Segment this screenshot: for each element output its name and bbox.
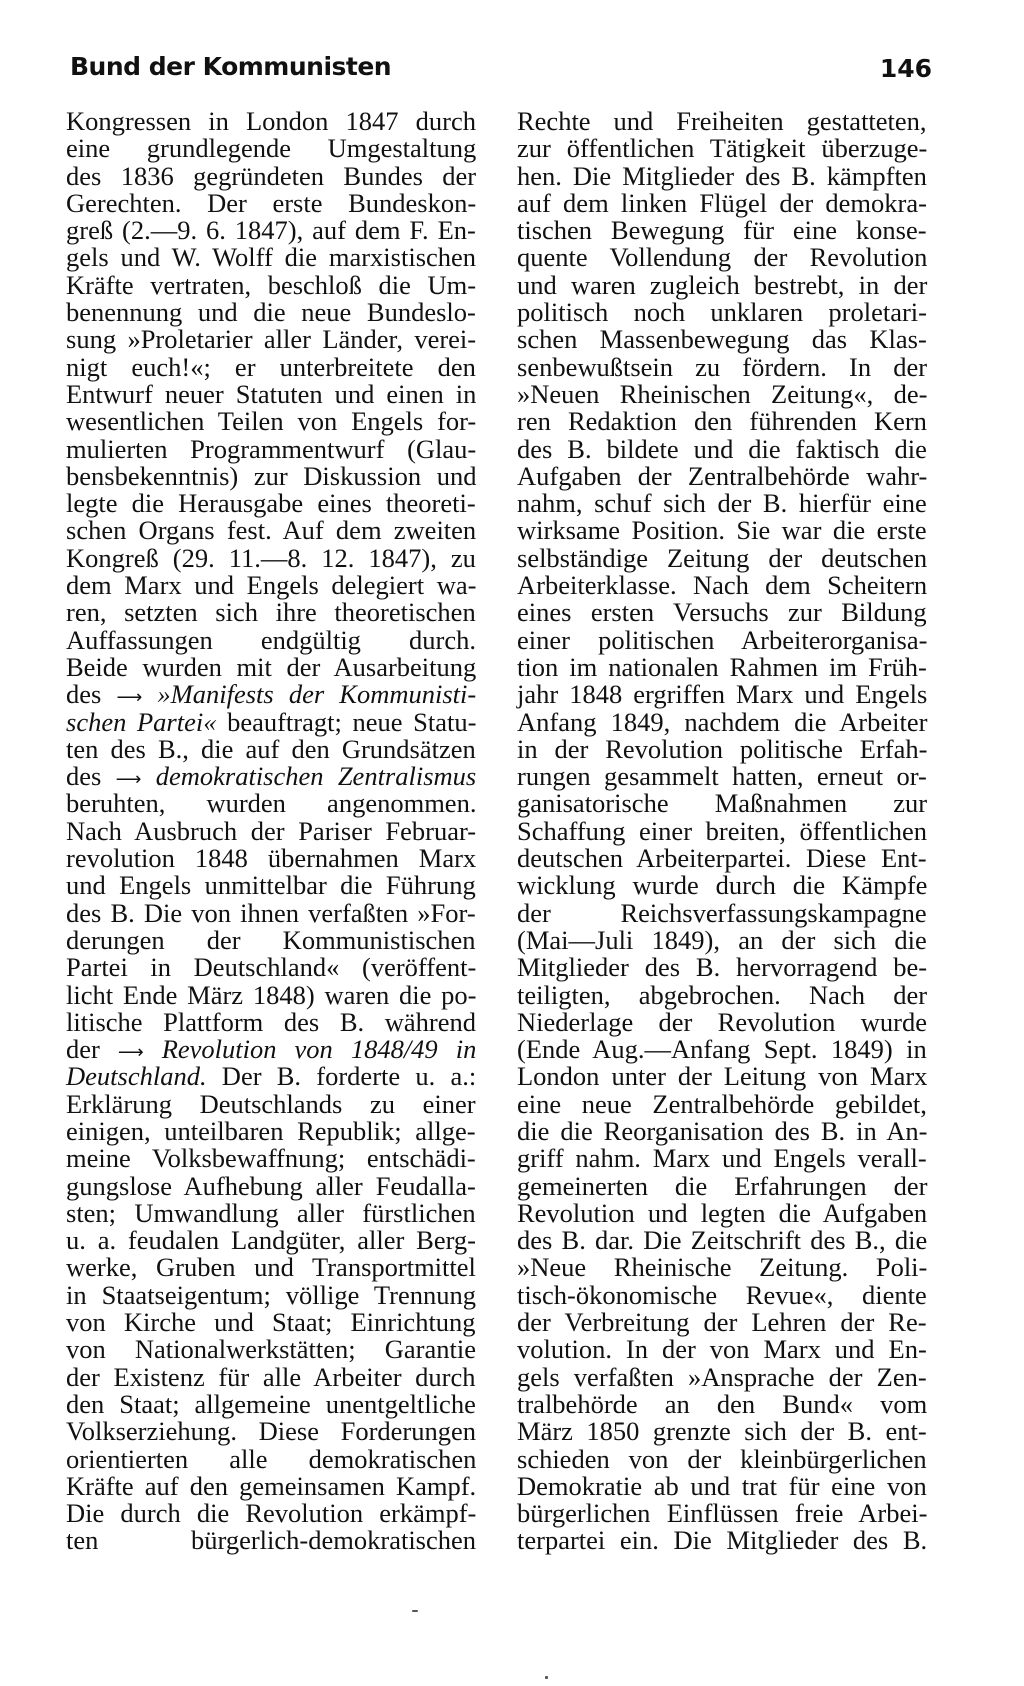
- text-line: [517, 790, 927, 817]
- text-line: [517, 1388, 928, 1419]
- text-run: Gerechten. Der erste Bundeskon-: [66, 187, 477, 218]
- text-run: Niederlage der Revolution wurde: [517, 1006, 927, 1037]
- text-run: einigen, unteilbaren Republik; allge-: [66, 1115, 476, 1146]
- text-run: des B. Die von ihnen verfaßten »For-: [66, 897, 476, 928]
- text-line: [517, 217, 927, 244]
- text-run: beruhten, wurden angenommen.: [66, 788, 477, 819]
- text-run: Kongressen in London 1847 durch: [66, 106, 476, 136]
- text-run: eine grundlegende Umgestaltung: [66, 133, 477, 164]
- text-run: Kräfte auf den gemeinsamen Kampf.: [66, 1470, 477, 1501]
- text-line: [66, 954, 476, 981]
- text-run: schieden von der kleinbürgerlichen: [517, 1443, 927, 1474]
- text-line: [66, 1418, 476, 1445]
- text-line: [517, 845, 927, 872]
- text-run: terpartei ein. Die Mitglieder des B.: [517, 1525, 928, 1556]
- text-line: [517, 733, 928, 764]
- text-line: [517, 108, 927, 135]
- text-run: ren Redaktion den führenden Kern: [517, 406, 927, 437]
- text-run: dem Marx und Engels delegiert wa-: [66, 570, 477, 601]
- text-line: [517, 299, 927, 326]
- text-line: [517, 1063, 927, 1090]
- text-run: des B. dar. Die Zeitschrift des B., die: [517, 1225, 928, 1256]
- text-run: teiligten, abgebrochen. Nach der: [517, 979, 928, 1010]
- text-line: [517, 1088, 927, 1119]
- text-run: »Neue Rheinische Zeitung. Poli-: [517, 1252, 928, 1283]
- text-line: [66, 490, 476, 517]
- text-line: [517, 460, 928, 491]
- text-line: [517, 599, 927, 626]
- text-run: die die Reorganisation des B. in An-: [517, 1115, 928, 1146]
- text-run: selbständige Zeitung der deutschen: [517, 542, 928, 573]
- text-run: volution. In der von Marx und En-: [517, 1334, 927, 1365]
- text-run: London unter der Leitung von Marx: [517, 1061, 928, 1092]
- text-line: [66, 1254, 476, 1281]
- text-run: beauftragt; neue Statu-: [216, 706, 477, 737]
- text-line: [66, 897, 476, 928]
- text-line: [66, 1170, 476, 1201]
- text-line: [66, 542, 476, 573]
- text-line: [517, 1418, 927, 1445]
- text-line: [66, 1115, 476, 1146]
- text-run: wicklung wurde durch die Kämpfe: [517, 870, 928, 901]
- text-run: einer politischen Arbeiterorganisa-: [517, 624, 928, 655]
- text-line: [517, 872, 927, 899]
- text-line: [66, 351, 476, 382]
- text-run: quente Vollendung der Revolution: [517, 242, 928, 273]
- running-head-title: Bund der Kommunisten: [70, 52, 392, 81]
- text-run: schen Organs fest. Auf dem zweiten: [66, 515, 477, 546]
- text-run: »Neuen Rheinischen Zeitung«, de-: [517, 378, 928, 409]
- text-run: Die durch die Revolution erkämpf-: [66, 1498, 477, 1529]
- text-line: [517, 351, 928, 382]
- text-run: Anfang 1849, nachdem die Arbeiter: [517, 706, 928, 737]
- text-run: ganisatorische Maßnahmen zur: [517, 788, 928, 819]
- text-run: tion im nationalen Rahmen im Früh-: [517, 651, 927, 682]
- cross-reference-arrow: ⟶: [115, 769, 142, 791]
- text-run: mulierten Programmentwurf (Glau-: [66, 433, 477, 464]
- text-run: den Staat; allgemeine unentgeltliche: [66, 1388, 476, 1419]
- italic-reference-text: »Manifests der Kommunisti-: [142, 679, 477, 710]
- text-line: [517, 326, 927, 353]
- text-line: [66, 135, 476, 162]
- text-line: [66, 845, 476, 872]
- text-run: derungen der Kommunistischen: [66, 924, 476, 955]
- text-run: greß (2.—9. 6. 1847), auf dem F. En-: [66, 215, 476, 246]
- text-run: Mitglieder des B. hervorragend be-: [517, 952, 928, 983]
- text-line: [517, 651, 927, 682]
- text-run: tralbehörde an den Bund« vom: [517, 1388, 928, 1419]
- text-run: senbewußtsein zu fördern. In der: [517, 351, 928, 382]
- text-run: in der Revolution politische Erfah-: [517, 733, 928, 764]
- text-run: nigt euch!«; er unterbreitete den: [66, 351, 476, 382]
- text-line: [517, 1170, 928, 1201]
- left-text-column: [66, 108, 476, 1555]
- text-run: politisch noch unklaren proletari-: [517, 297, 927, 328]
- text-line: [66, 763, 476, 790]
- text-line: [517, 187, 927, 218]
- text-line: [66, 733, 476, 764]
- text-line: [66, 706, 477, 737]
- text-line: [517, 1197, 928, 1228]
- text-line: [517, 1115, 928, 1146]
- text-run: u. a. feudalen Landgüter, aller Berg-: [66, 1225, 477, 1256]
- text-run: ten bürgerlich-demokratischen: [66, 1525, 477, 1556]
- text-line: [66, 1006, 476, 1037]
- text-run: Volkserziehung. Diese Forderungen: [66, 1416, 476, 1447]
- text-line: [66, 326, 476, 353]
- text-line: [517, 1006, 927, 1037]
- italic-reference-text: schen Partei«: [66, 706, 217, 737]
- text-line: [517, 924, 927, 955]
- text-line: [66, 924, 476, 955]
- text-line: [517, 815, 928, 846]
- text-run: eines ersten Versuchs zur Bildung: [517, 597, 927, 628]
- text-line: [517, 542, 928, 573]
- text-run: und waren zugleich bestrebt, in der: [517, 269, 928, 300]
- text-line: [66, 1063, 476, 1090]
- text-run: Schaffung einer breiten, öffentlichen: [517, 815, 928, 846]
- text-line: [517, 490, 927, 517]
- text-line: [66, 651, 477, 682]
- text-line: [66, 1527, 476, 1554]
- text-run: tischen Bewegung für eine konse-: [517, 215, 927, 246]
- text-line: [66, 408, 476, 435]
- text-line: [517, 572, 927, 599]
- text-line: [66, 1470, 477, 1501]
- text-run: ten des B., die auf den Grundsätzen: [66, 733, 476, 764]
- text-line: [66, 1443, 477, 1474]
- text-line: [66, 681, 476, 708]
- text-line: [66, 790, 476, 817]
- text-run: Nach Ausbruch der Pariser Februar-: [66, 815, 477, 846]
- text-run: griff nahm. Marx und Engels verall-: [517, 1143, 927, 1174]
- text-run: Arbeiterklasse. Nach dem Scheitern: [517, 570, 928, 601]
- text-run: litische Plattform des B. während: [66, 1006, 476, 1037]
- text-run: gels und W. Wolff die marxistischen: [66, 242, 477, 273]
- text-line: [66, 815, 477, 846]
- text-line: [517, 378, 928, 409]
- text-run: Der B. forderte u. a.:: [206, 1061, 477, 1092]
- text-run: nahm, schuf sich der B. hierfür eine: [517, 488, 927, 519]
- text-run: licht Ende März 1848) waren die po-: [66, 979, 477, 1010]
- text-run: Erklärung Deutschlands zu einer: [66, 1088, 476, 1119]
- text-run: Demokratie ab und trat für eine von: [517, 1470, 927, 1501]
- text-line: [517, 763, 927, 790]
- text-line: [66, 160, 477, 191]
- text-line: [66, 517, 476, 544]
- text-run: benennung und die neue Bundeslo-: [66, 297, 476, 328]
- text-run: meine Volksbewaffnung; entschädi-: [66, 1143, 476, 1174]
- text-line: [517, 1361, 927, 1392]
- text-run: sten; Umwandlung aller fürstlichen: [66, 1197, 476, 1228]
- text-line: [66, 1309, 476, 1336]
- text-line: [517, 897, 927, 928]
- text-line: [66, 460, 477, 491]
- text-run: Auffassungen endgültig durch.: [66, 624, 477, 655]
- text-line: [66, 378, 477, 409]
- text-line: [66, 1388, 476, 1419]
- text-line: [517, 1254, 927, 1281]
- text-run: sung »Proletarier aller Länder, verei-: [66, 324, 477, 355]
- text-run: der Verbreitung der Lehren der Re-: [517, 1307, 927, 1338]
- text-line: [517, 706, 928, 737]
- italic-reference-text: demokratischen Zentralismus: [141, 761, 477, 792]
- text-line: [66, 1036, 476, 1063]
- text-line: [517, 979, 928, 1010]
- text-run: tisch-ökonomische Revue«, diente: [517, 1279, 927, 1310]
- text-run: orientierten alle demokratischen: [66, 1443, 477, 1474]
- text-run: von Nationalwerkstätten; Garantie: [66, 1334, 476, 1365]
- text-run: des: [66, 761, 116, 792]
- text-line: [517, 135, 927, 162]
- text-run: gemeinerten die Erfahrungen der: [517, 1170, 928, 1201]
- text-run: legte die Herausgabe eines theoreti-: [66, 488, 476, 519]
- text-run: revolution 1848 übernahmen Marx: [66, 843, 477, 874]
- cross-reference-arrow: ⟶: [116, 687, 143, 709]
- text-run: wirksame Position. Sie war die erste: [517, 515, 927, 546]
- text-run: Revolution und legten die Aufgaben: [517, 1197, 928, 1228]
- text-run: werke, Gruben und Transportmittel: [66, 1252, 476, 1283]
- text-run: gels verfaßten »Ansprache der Zen-: [517, 1361, 927, 1392]
- text-line: [66, 217, 476, 244]
- text-line: [517, 1443, 927, 1474]
- text-line: [66, 572, 476, 599]
- text-run: bürgerlichen Einflüssen freie Arbei-: [517, 1498, 928, 1529]
- text-line: [66, 433, 477, 464]
- text-line: [66, 108, 476, 135]
- text-line: [517, 1279, 927, 1310]
- page-header: [70, 52, 932, 92]
- text-line: [66, 1197, 476, 1228]
- text-run: (Mai—Juli 1849), an der sich die: [517, 924, 927, 955]
- text-line: [517, 624, 928, 655]
- text-run: von Kirche und Staat; Einrichtung: [66, 1307, 476, 1338]
- text-line: [517, 160, 927, 191]
- text-line: [66, 1279, 476, 1310]
- text-line: [66, 872, 476, 899]
- text-line: [517, 1470, 927, 1501]
- text-run: auf dem linken Flügel der demokra-: [517, 187, 927, 218]
- text-line: [66, 1500, 476, 1527]
- text-run: Beide wurden mit der Ausarbeitung: [66, 651, 477, 682]
- text-line: [517, 954, 927, 981]
- text-run: rungen gesammelt hatten, erneut or-: [517, 761, 927, 792]
- text-run: der Existenz für alle Arbeiter durch: [66, 1361, 476, 1392]
- text-run: Kräfte vertraten, beschloß die Um-: [66, 269, 477, 300]
- text-line: [517, 1527, 927, 1554]
- text-line: [66, 979, 477, 1010]
- text-line: [517, 1145, 927, 1172]
- page-number: 146: [879, 54, 932, 83]
- text-run: Aufgaben der Zentralbehörde wahr-: [517, 460, 928, 491]
- text-run: März 1850 grenzte sich der B. ent-: [517, 1416, 927, 1447]
- text-line: [66, 299, 476, 326]
- text-run: der Reichsverfassungskampagne: [517, 897, 927, 928]
- text-line: [66, 624, 477, 655]
- right-text-column: [517, 108, 927, 1555]
- italic-reference-text: Deutschland.: [66, 1061, 207, 1092]
- text-run: deutschen Arbeiterpartei. Diese Ent-: [517, 843, 927, 874]
- text-line: [66, 1145, 476, 1172]
- text-line: [517, 433, 927, 464]
- text-run: des B. bildete und die faktisch die: [517, 433, 927, 464]
- text-line: [517, 408, 927, 435]
- cross-reference-arrow: ⟶: [117, 1042, 144, 1064]
- text-line: [517, 1309, 927, 1336]
- text-line: [517, 1500, 927, 1527]
- text-run: zur öffentlichen Tätigkeit überzuge-: [517, 133, 928, 164]
- italic-reference-text: Revolution von 1848/49 in: [143, 1034, 477, 1065]
- text-line: [517, 244, 927, 271]
- text-run: jahr 1848 ergriffen Marx und Engels: [517, 679, 928, 710]
- text-run: (Ende Aug.—Anfang Sept. 1849) in: [517, 1034, 927, 1065]
- text-line: [66, 599, 476, 626]
- text-line: [66, 1336, 476, 1363]
- text-run: in Staatseigentum; völlige Trennung: [66, 1279, 476, 1310]
- text-run: schen Massenbewegung das Klas-: [517, 324, 927, 355]
- text-run: und Engels unmittelbar die Führung: [66, 870, 476, 901]
- text-line: [66, 269, 477, 300]
- text-line: [517, 269, 928, 300]
- text-line: [517, 1227, 927, 1254]
- text-run: des 1836 gegründeten Bundes der: [66, 160, 477, 191]
- text-line: [517, 1036, 927, 1063]
- text-run: ren, setzten sich ihre theoretischen: [66, 597, 476, 628]
- text-run: Entwurf neuer Statuten und einen in: [66, 378, 477, 409]
- text-line: [66, 1361, 476, 1392]
- text-line: [66, 244, 476, 271]
- text-line: [517, 517, 927, 544]
- text-run: eine neue Zentralbehörde gebildet,: [517, 1088, 927, 1119]
- text-line: [517, 1336, 927, 1363]
- text-run: Partei in Deutschland« (veröffent-: [66, 952, 477, 983]
- text-run: Rechte und Freiheiten gestatteten,: [517, 106, 927, 136]
- text-line: [517, 681, 927, 708]
- text-line: [66, 1088, 476, 1119]
- text-run: Kongreß (29. 11.—8. 12. 1847), zu: [66, 542, 476, 573]
- text-run: bensbekenntnis) zur Diskussion und: [66, 460, 477, 491]
- text-run: hen. Die Mitglieder des B. kämpften: [517, 160, 927, 191]
- text-run: der: [66, 1034, 118, 1065]
- text-run: gungslose Aufhebung aller Feudalla-: [66, 1170, 476, 1201]
- text-run: des: [66, 679, 117, 710]
- scan-speck: [412, 1610, 418, 1612]
- text-line: [66, 1227, 476, 1254]
- text-line: [66, 187, 477, 218]
- text-run: wesentlichen Teilen von Engels for-: [66, 406, 477, 437]
- scan-speck: [545, 1676, 548, 1679]
